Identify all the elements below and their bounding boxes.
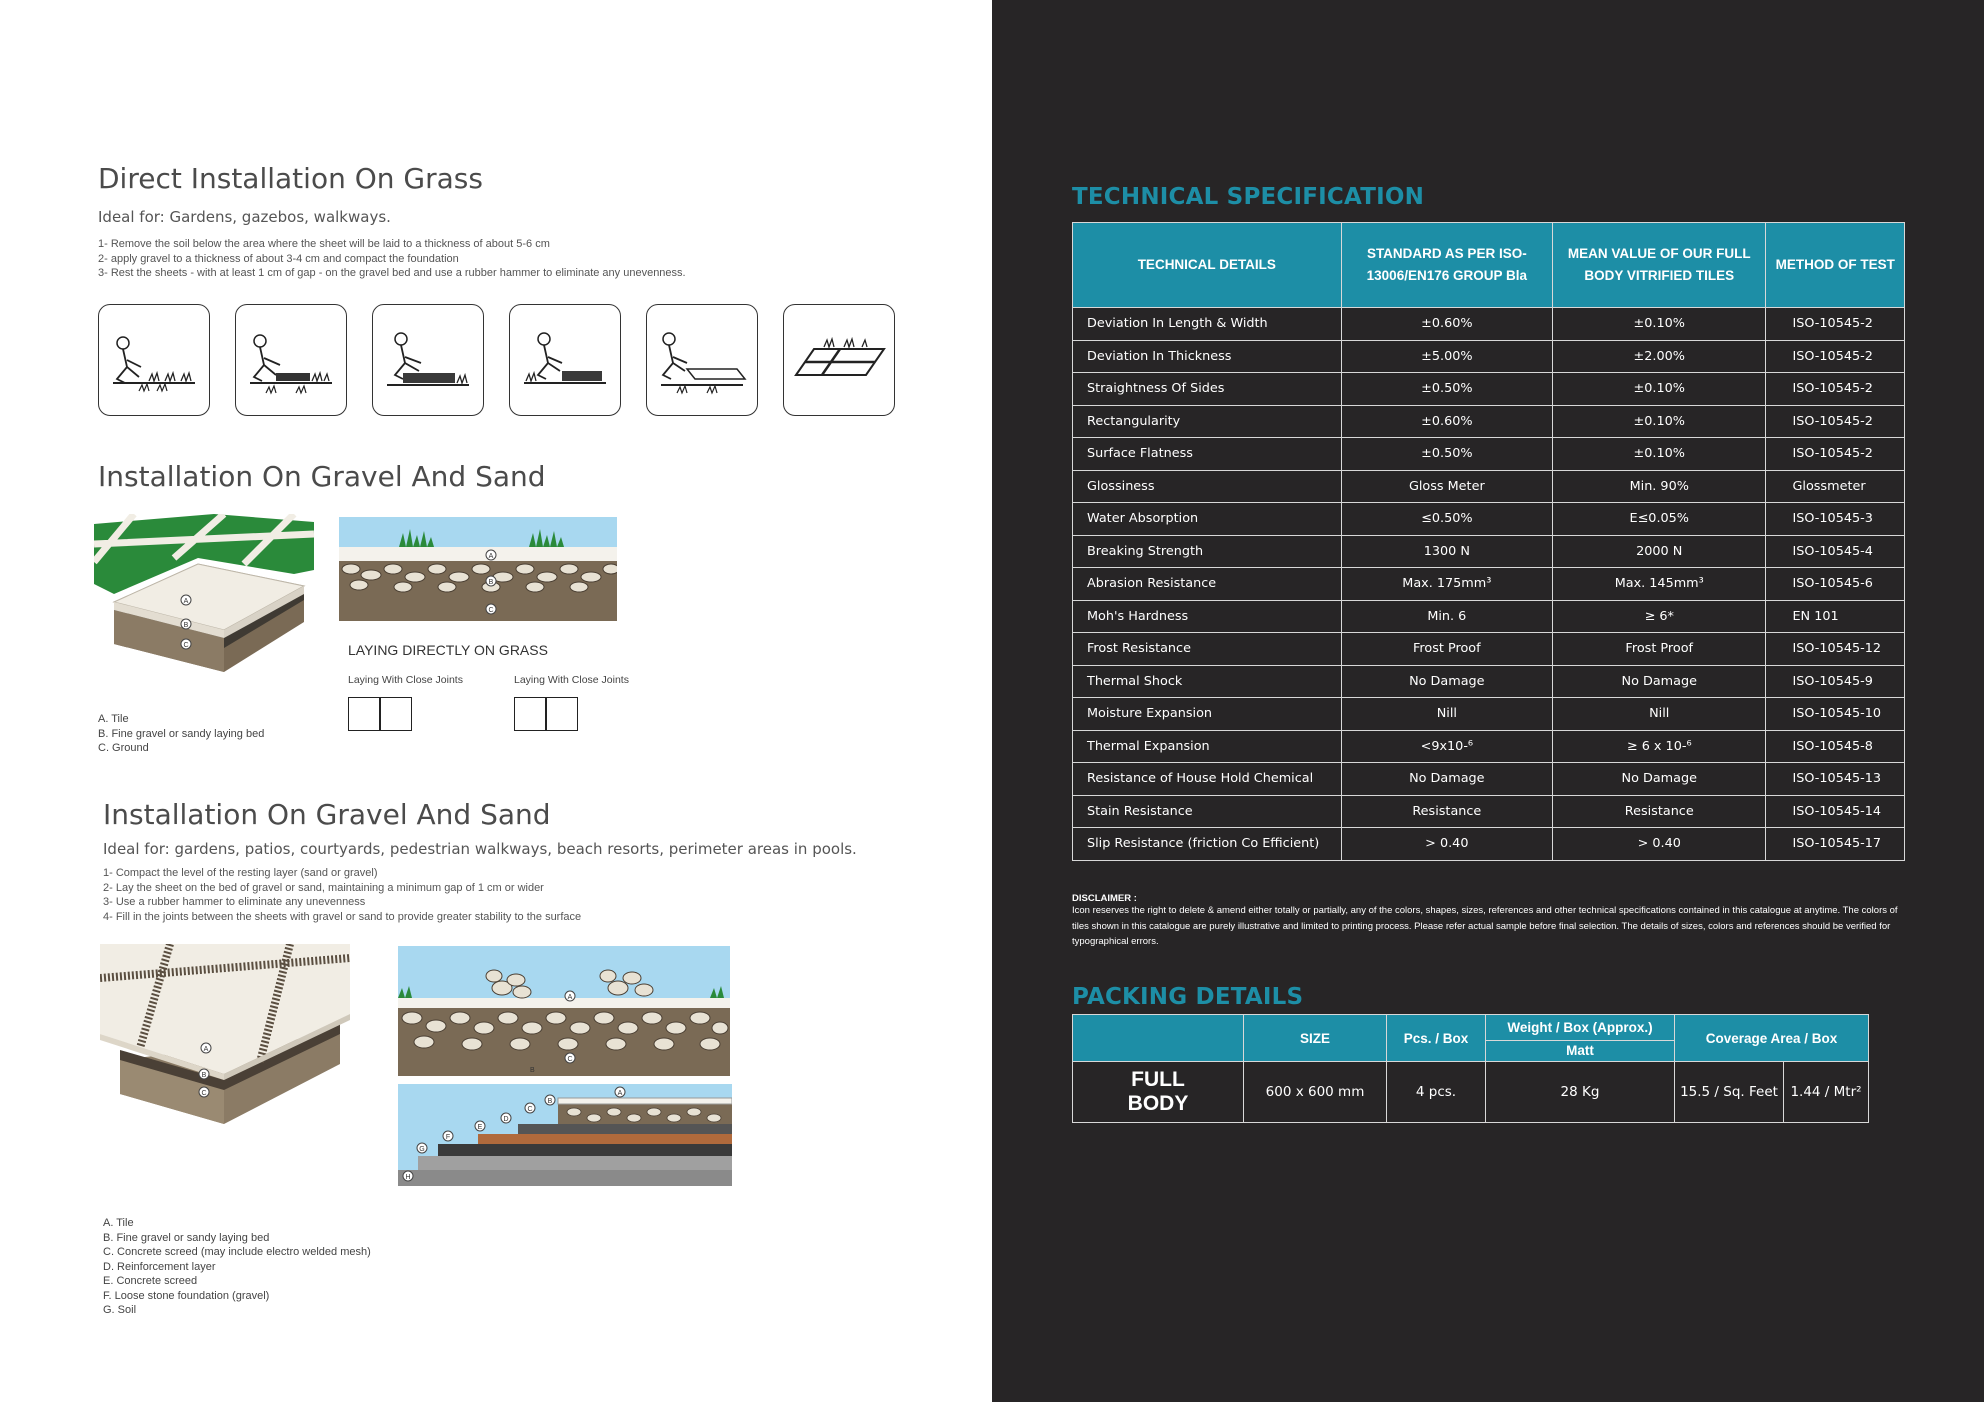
table-cell: > 0.40 [1553, 828, 1766, 861]
worker-laying-tile-icon [509, 304, 621, 416]
diagram-mark: B [183, 622, 189, 629]
diagram-mark: G [419, 1146, 425, 1153]
packing-details-title: PACKING DETAILS [1072, 984, 1304, 1010]
column-header: Matt [1486, 1040, 1675, 1061]
legend-item: C. Ground [98, 742, 149, 754]
table-cell: ±0.10% [1553, 438, 1766, 471]
isometric-gravel-diagram [100, 944, 360, 1131]
diagram-mark: F [445, 1134, 451, 1141]
column-header: Coverage Area / Box [1675, 1015, 1869, 1062]
table-cell: Glossiness [1073, 470, 1342, 503]
step-item: 3- Use a rubber hammer to eliminate any unevenness [103, 896, 366, 908]
table-cell: Glossmeter [1766, 470, 1905, 503]
diagram-mark: A [488, 553, 494, 560]
table-row [1073, 763, 1905, 796]
specification-page [992, 0, 1984, 1402]
table-cell: ±0.50% [1341, 373, 1552, 406]
close-joint-tile [546, 697, 578, 731]
table-cell: Thermal Shock [1073, 665, 1342, 698]
table-cell: Breaking Strength [1073, 535, 1342, 568]
legend-item: D. Reinforcement layer [103, 1260, 216, 1273]
table-cell: No Damage [1341, 665, 1552, 698]
table-cell: Resistance [1341, 795, 1552, 828]
table-cell: Thermal Expansion [1073, 730, 1342, 763]
isometric-layer-diagram [94, 514, 320, 679]
table-cell: ISO-10545-2 [1766, 340, 1905, 373]
table-cell: No Damage [1341, 763, 1552, 796]
joint-label: Laying With Close Joints [348, 674, 463, 686]
step-item: 4- Fill in the joints between the sheets with gravel or sand to provide greater stability to the surface [103, 910, 582, 923]
diagram-mark: C [201, 1090, 207, 1097]
table-cell: Deviation In Length & Width [1073, 308, 1342, 341]
table-cell: ±0.60% [1341, 405, 1552, 438]
table-row [1073, 503, 1905, 536]
legend-item: G. Soil [103, 1304, 137, 1316]
diagram-mark: C [488, 607, 494, 614]
step-item: 1- Remove the soil below the area where the sheet will be laid to a thickness of about 5-6 cm [98, 238, 550, 250]
table-cell: 1300 N [1341, 535, 1552, 568]
worker-spreading-gravel-icon [235, 304, 347, 416]
diagram-mark: C [183, 642, 189, 649]
table-cell: No Damage [1553, 763, 1766, 796]
worker-leveling-tile-icon [646, 304, 758, 416]
table-cell: ±0.10% [1553, 308, 1766, 341]
table-row [1073, 438, 1905, 471]
table-cell: ISO-10545-6 [1766, 568, 1905, 601]
table-cell: Slip Resistance (friction Co Efficient) [1073, 828, 1342, 861]
table-cell: No Damage [1553, 665, 1766, 698]
table-cell: Resistance [1553, 795, 1766, 828]
technical-spec-table [1072, 222, 1905, 861]
table-cell: Nill [1341, 698, 1552, 731]
table-cell: Rectangularity [1073, 405, 1342, 438]
diagram-mark: C [527, 1106, 533, 1113]
legend-item: E. Concrete screed [103, 1275, 198, 1287]
legend-item: A. Tile [98, 713, 129, 725]
ideal-for-text: Ideal for: Gardens, gazebos, walkways. [98, 208, 391, 226]
table-row [1073, 373, 1905, 406]
table-cell: ISO-10545-10 [1766, 698, 1905, 731]
worker-compacting-gravel-icon [372, 304, 484, 416]
table-header-row [1073, 1015, 1869, 1041]
table-cell: Surface Flatness [1073, 438, 1342, 471]
table-cell: 28 Kg [1486, 1062, 1675, 1123]
table-cell: ±5.00% [1341, 340, 1552, 373]
table-cell: Straightness Of Sides [1073, 373, 1342, 406]
column-header [1073, 1015, 1244, 1062]
table-cell: Moh's Hardness [1073, 600, 1342, 633]
table-cell: Gloss Meter [1341, 470, 1552, 503]
column-header: SIZE [1244, 1015, 1387, 1062]
table-cell: Moisture Expansion [1073, 698, 1342, 731]
disclaimer-text: Icon reserves the right to delete & amend either totally or partially, any of the colors, shapes, sizes, references and other technical specifications contained in this catalogue at anytime. The colors of tiles shown in this catalogue are purely illustrative and limited to printing process. Please refer actual sample before final selection. The details of sizes, colors and references should be verified for typographical errors. [1072, 905, 1898, 947]
table-cell: ±0.10% [1553, 405, 1766, 438]
table-cell: Abrasion Resistance [1073, 568, 1342, 601]
table-row [1073, 470, 1905, 503]
close-joint-tile [514, 697, 546, 731]
table-cell: <9x10-⁶ [1341, 730, 1552, 763]
table-row [1073, 308, 1905, 341]
diagram-mark: H [405, 1174, 411, 1181]
close-joint-tile [348, 697, 380, 731]
table-cell: ±0.60% [1341, 308, 1552, 341]
table-cell: ISO-10545-4 [1766, 535, 1905, 568]
table-cell: Water Absorption [1073, 503, 1342, 536]
table-cell: E≤0.05% [1553, 503, 1766, 536]
table-row [1073, 828, 1905, 861]
table-row [1073, 730, 1905, 763]
legend-item: B. Fine gravel or sandy laying bed [98, 727, 265, 740]
table-cell: Max. 175mm³ [1341, 568, 1552, 601]
table-cell: Resistance of House Hold Chemical [1073, 763, 1342, 796]
column-header: MEAN VALUE OF OUR FULL BODY VITRIFIED TILES [1553, 223, 1766, 308]
table-row [1073, 405, 1905, 438]
diagram-mark: A [203, 1046, 209, 1053]
cross-section-diagram [339, 517, 617, 626]
step-item: 3- Rest the sheets - with at least 1 cm of gap - on the gravel bed and use a rubber hammer to eliminate any unevenness. [98, 267, 686, 279]
column-header: Pcs. / Box [1387, 1015, 1486, 1062]
table-cell: 4 pcs. [1387, 1062, 1486, 1123]
table-cell: ISO-10545-13 [1766, 763, 1905, 796]
step-list [98, 237, 686, 281]
step-list [103, 866, 581, 924]
diagram-mark: A [617, 1090, 623, 1097]
table-cell: ±2.00% [1553, 340, 1766, 373]
diagram-mark: D [503, 1116, 509, 1123]
step-item: 1- Compact the level of the resting layer (sand or gravel) [103, 867, 378, 879]
close-joint-tile [380, 697, 412, 731]
legend-item: C. Concrete screed (may include electro welded mesh) [103, 1246, 371, 1258]
diagram-mark: A [567, 994, 573, 1001]
table-cell: Max. 145mm³ [1553, 568, 1766, 601]
legend-item: A. Tile [103, 1217, 134, 1229]
packing-details-table [1072, 1014, 1869, 1123]
table-cell: Frost Proof [1341, 633, 1552, 666]
layer-legend [98, 712, 264, 756]
column-header: METHOD OF TEST [1766, 223, 1905, 308]
table-cell: ≥ 6* [1553, 600, 1766, 633]
legend-item: B. Fine gravel or sandy laying bed [103, 1231, 270, 1244]
table-cell: ISO-10545-12 [1766, 633, 1905, 666]
table-cell: ISO-10545-2 [1766, 308, 1905, 341]
table-cell: 2000 N [1553, 535, 1766, 568]
legend-item: F. Loose stone foundation (gravel) [103, 1289, 270, 1302]
table-cell: 600 x 600 mm [1244, 1062, 1387, 1123]
table-cell: Stain Resistance [1073, 795, 1342, 828]
column-header: STANDARD AS PER ISO-13006/EN176 GROUP Bla [1341, 223, 1552, 308]
disclaimer-title: DISCLAIMER : [1072, 893, 1137, 904]
gravel-cross-section-diagram [398, 946, 730, 1081]
table-row [1073, 665, 1905, 698]
diagram-mark: B [488, 579, 494, 586]
diagram-mark: B [201, 1072, 207, 1079]
diagram-mark: A [183, 598, 189, 605]
diagram-mark: C [567, 1056, 573, 1063]
table-row [1073, 1062, 1869, 1123]
table-cell: ISO-10545-17 [1766, 828, 1905, 861]
table-cell: 15.5 / Sq. Feet [1675, 1062, 1784, 1123]
table-row [1073, 633, 1905, 666]
diagram-mark: E [477, 1124, 483, 1131]
layer-legend [103, 1216, 371, 1318]
table-cell: ISO-10545-3 [1766, 503, 1905, 536]
table-cell: ISO-10545-2 [1766, 405, 1905, 438]
table-cell: ISO-10545-14 [1766, 795, 1905, 828]
table-cell: > 0.40 [1341, 828, 1552, 861]
table-cell: Deviation In Thickness [1073, 340, 1342, 373]
table-cell: ±0.10% [1553, 373, 1766, 406]
table-row [1073, 698, 1905, 731]
table-cell: ISO-10545-8 [1766, 730, 1905, 763]
section-title-gravel-sand: Installation On Gravel And Sand [98, 460, 546, 493]
ideal-for-text: Ideal for: gardens, patios, courtyards, pedestrian walkways, beach resorts, perimeter areas in pools. [103, 840, 857, 858]
section-title-gravel-sand-2: Installation On Gravel And Sand [103, 798, 551, 831]
table-cell: Frost Resistance [1073, 633, 1342, 666]
table-cell: ≥ 6 x 10-⁶ [1553, 730, 1766, 763]
diagram-mark: B [530, 1067, 535, 1074]
product-name: FULL BODY [1073, 1062, 1244, 1123]
joint-label: Laying With Close Joints [514, 674, 629, 686]
table-row [1073, 568, 1905, 601]
technical-spec-title: TECHNICAL SPECIFICATION [1072, 184, 1425, 210]
step-item: 2- apply gravel to a thickness of about 3-4 cm and compact the foundation [98, 252, 459, 265]
step-item: 2- Lay the sheet on the bed of gravel or sand, maintaining a minimum gap of 1 cm or wider [103, 881, 544, 894]
worker-removing-soil-icon [98, 304, 210, 416]
table-cell: ≤0.50% [1341, 503, 1552, 536]
table-cell: Min. 6 [1341, 600, 1552, 633]
diagram-mark: B [547, 1098, 553, 1105]
table-cell: ISO-10545-9 [1766, 665, 1905, 698]
table-cell: ±0.50% [1341, 438, 1552, 471]
table-header-row [1073, 223, 1905, 308]
table-row [1073, 340, 1905, 373]
layered-foundation-diagram [398, 1084, 732, 1191]
table-cell: Min. 90% [1553, 470, 1766, 503]
table-row [1073, 600, 1905, 633]
column-header: Weight / Box (Approx.) [1486, 1015, 1675, 1041]
table-row [1073, 795, 1905, 828]
section-title-direct-grass: Direct Installation On Grass [98, 162, 483, 195]
table-row [1073, 535, 1905, 568]
table-cell: ISO-10545-2 [1766, 373, 1905, 406]
tiles-laid-on-grass-icon [783, 304, 895, 416]
table-cell: Frost Proof [1553, 633, 1766, 666]
table-cell: ISO-10545-2 [1766, 438, 1905, 471]
laying-caption: LAYING DIRECTLY ON GRASS [348, 642, 548, 658]
table-cell: Nill [1553, 698, 1766, 731]
column-header: TECHNICAL DETAILS [1073, 223, 1342, 308]
table-cell: 1.44 / Mtr² [1784, 1062, 1869, 1123]
table-cell: EN 101 [1766, 600, 1905, 633]
